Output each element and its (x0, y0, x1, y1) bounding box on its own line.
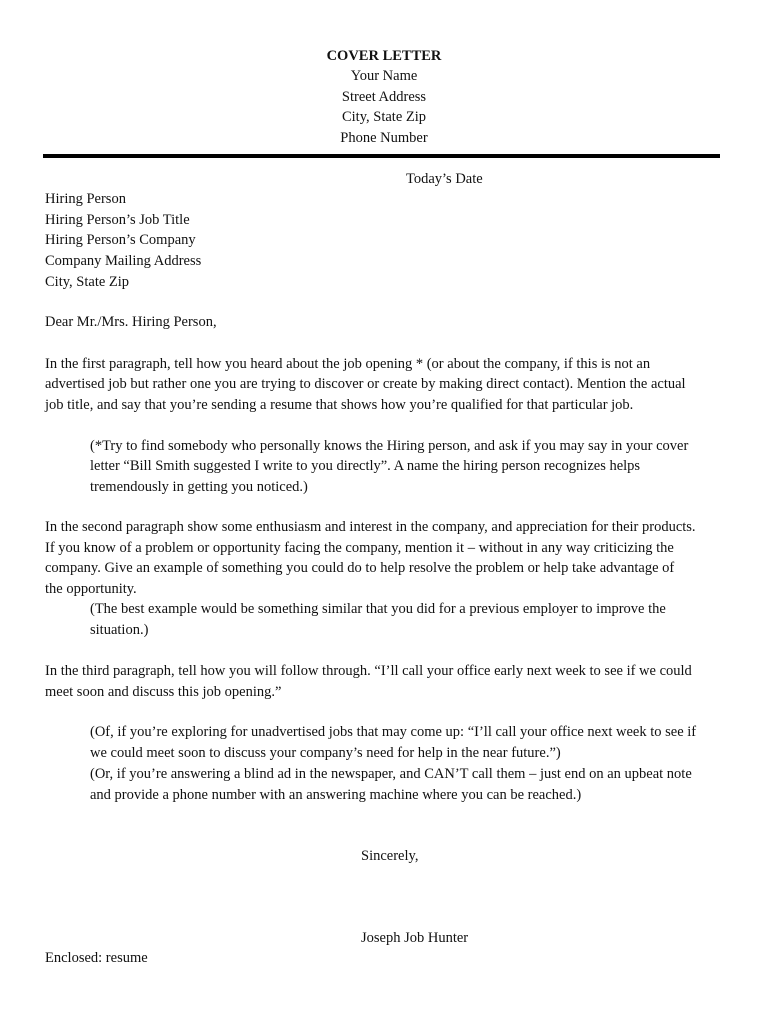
paragraph-line: If you know of a problem or opportunity facing the company, mention it – without in any way criticizing the (45, 540, 674, 556)
note-line: tremendously in getting you noticed.) (90, 479, 308, 495)
paragraph-line: job title, and say that you’re sending a resume that shows how you’re qualified for that particular job. (45, 397, 634, 413)
recipient-line: Hiring Person’s Job Title (45, 212, 190, 228)
paragraph-line: company. Give an example of something you could do to help resolve the problem or help take advantage of (45, 560, 675, 576)
note-line: (Of, if you’re exploring for unadvertised jobs that may come up: “I’ll call your office next week to see if (90, 724, 697, 740)
paragraph-line: the opportunity. (45, 581, 137, 597)
recipient-line: Hiring Person (45, 191, 126, 207)
sender-street: Street Address (341, 89, 427, 105)
note-line: (The best example would be something similar that you did for a previous employer to improve the (90, 601, 666, 617)
note-line: (*Try to find somebody who personally knows the Hiring person, and ask if you may say in your cover (90, 438, 689, 454)
sender-name: Your Name (350, 68, 418, 84)
signature-name: Joseph Job Hunter (361, 930, 469, 946)
enclosure-note: Enclosed: resume (45, 950, 148, 966)
paragraph-line: In the second paragraph show some enthusiasm and interest in the company, and appreciation for their products. (45, 519, 696, 535)
document-title: COVER LETTER (326, 48, 442, 64)
recipient-line: City, State Zip (45, 274, 130, 290)
sender-phone: Phone Number (340, 130, 428, 146)
note-line: letter “Bill Smith suggested I write to you directly”. A name the hiring person recognizes helps (90, 458, 641, 474)
note-line: (Or, if you’re answering a blind ad in the newspaper, and CAN’T call them – just end on an upbeat note (90, 766, 692, 782)
note-line: situation.) (90, 622, 149, 638)
closing: Sincerely, (361, 848, 419, 864)
recipient-line: Hiring Person’s Company (45, 232, 196, 248)
sender-city: City, State Zip (341, 109, 427, 125)
header-divider (43, 154, 720, 158)
paragraph-line: In the third paragraph, tell how you will follow through. “I’ll call your office early next week to see if we could (45, 663, 692, 679)
paragraph-line: In the first paragraph, tell how you heard about the job opening * (or about the company, if this is not an (45, 356, 651, 372)
letter-date: Today’s Date (406, 171, 483, 187)
salutation: Dear Mr./Mrs. Hiring Person, (45, 314, 217, 330)
recipient-line: Company Mailing Address (45, 253, 202, 269)
note-line: we could meet soon to discuss your company’s need for help in the near future.”) (90, 745, 561, 761)
paragraph-line: advertised job but rather one you are trying to discover or create by making direct contact). Mention the actual (45, 376, 686, 392)
note-line: and provide a phone number with an answering machine where you can be reached.) (90, 787, 582, 803)
paragraph-line: meet soon and discuss this job opening.” (45, 684, 282, 700)
